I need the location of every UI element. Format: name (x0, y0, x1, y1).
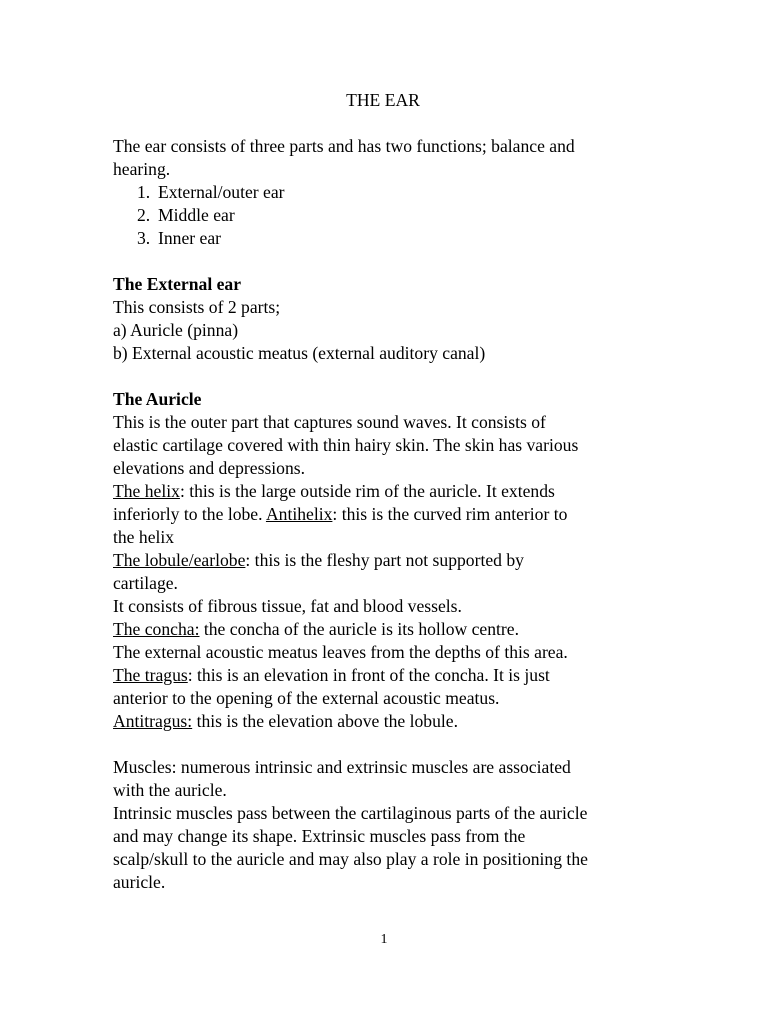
concha-term: The concha: (113, 619, 200, 639)
external-ear-line: b) External acoustic meatus (external auditory canal) (113, 343, 486, 363)
concha-text: the concha of the auricle is its hollow centre. (199, 619, 519, 639)
muscles-line: with the auricle. (113, 780, 227, 800)
list-label: Inner ear (158, 228, 221, 248)
list-item (113, 227, 653, 250)
list-number: 1. (137, 182, 151, 202)
helix-term: The helix (113, 481, 180, 501)
auricle-intro-line: This is the outer part that captures sound waves. It consists of (113, 412, 546, 432)
lobule-line (113, 549, 653, 572)
antitragus-line (113, 710, 653, 733)
spacer (113, 365, 653, 388)
intro-line-2: hearing. (113, 159, 171, 179)
external-ear-line: a) Auricle (pinna) (113, 320, 239, 340)
spacer (113, 112, 653, 135)
auricle-intro-line: elastic cartilage covered with thin hairy skin. The skin has various (113, 435, 579, 455)
antihelix-text: : this is the curved rim anterior to (332, 504, 568, 524)
external-ear-heading: The External ear (113, 274, 242, 294)
list-label: External/outer ear (158, 182, 285, 202)
helix-line (113, 480, 653, 503)
auricle-intro-line: elevations and depressions. (113, 458, 306, 478)
lobule-line-3: It consists of fibrous tissue, fat and blood vessels. (113, 596, 462, 616)
list-number: 3. (137, 228, 151, 248)
lobule-term: The lobule/earlobe (113, 550, 246, 570)
list-item (113, 181, 653, 204)
tragus-term: The tragus (113, 665, 188, 685)
muscles-line: scalp/skull to the auricle and may also play a role in positioning the (113, 849, 588, 869)
antitragus-text: this is the elevation above the lobule. (192, 711, 458, 731)
antihelix-term: Antihelix (265, 504, 333, 524)
muscles-line: and may change its shape. Extrinsic muscles pass from the (113, 826, 526, 846)
lobule-text: : this is the fleshy part not supported by (245, 550, 524, 570)
list-label: Middle ear (158, 205, 235, 225)
spacer (113, 250, 653, 273)
tragus-text: : this is an elevation in front of the concha. It is just (187, 665, 550, 685)
list-number: 2. (137, 205, 151, 225)
intro-line-1: The ear consists of three parts and has two functions; balance and (113, 136, 575, 156)
spacer (113, 733, 653, 756)
external-ear-line: This consists of 2 parts; (113, 297, 281, 317)
antitragus-term: Antitragus: (113, 711, 193, 731)
document-body (113, 89, 653, 894)
page-number: 1 (380, 932, 388, 947)
concha-line-2: The external acoustic meatus leaves from the depths of this area. (113, 642, 568, 662)
document-title: THE EAR (346, 90, 420, 110)
tragus-line-2: anterior to the opening of the external acoustic meatus. (113, 688, 500, 708)
tragus-line (113, 664, 653, 687)
helix-line-3: the helix (113, 527, 175, 547)
auricle-heading: The Auricle (113, 389, 202, 409)
helix-text: : this is the large outside rim of the auricle. It extends (179, 481, 555, 501)
list-item (113, 204, 653, 227)
helix-text-2: inferiorly to the lobe. (113, 504, 266, 524)
ear-parts-list (113, 181, 653, 250)
concha-line (113, 618, 653, 641)
antihelix-line (113, 503, 653, 526)
muscles-line: Muscles: numerous intrinsic and extrinsic muscles are associated (113, 757, 571, 777)
muscles-line: auricle. (113, 872, 166, 892)
lobule-line-2: cartilage. (113, 573, 178, 593)
muscles-line: Intrinsic muscles pass between the cartilaginous parts of the auricle (113, 803, 588, 823)
